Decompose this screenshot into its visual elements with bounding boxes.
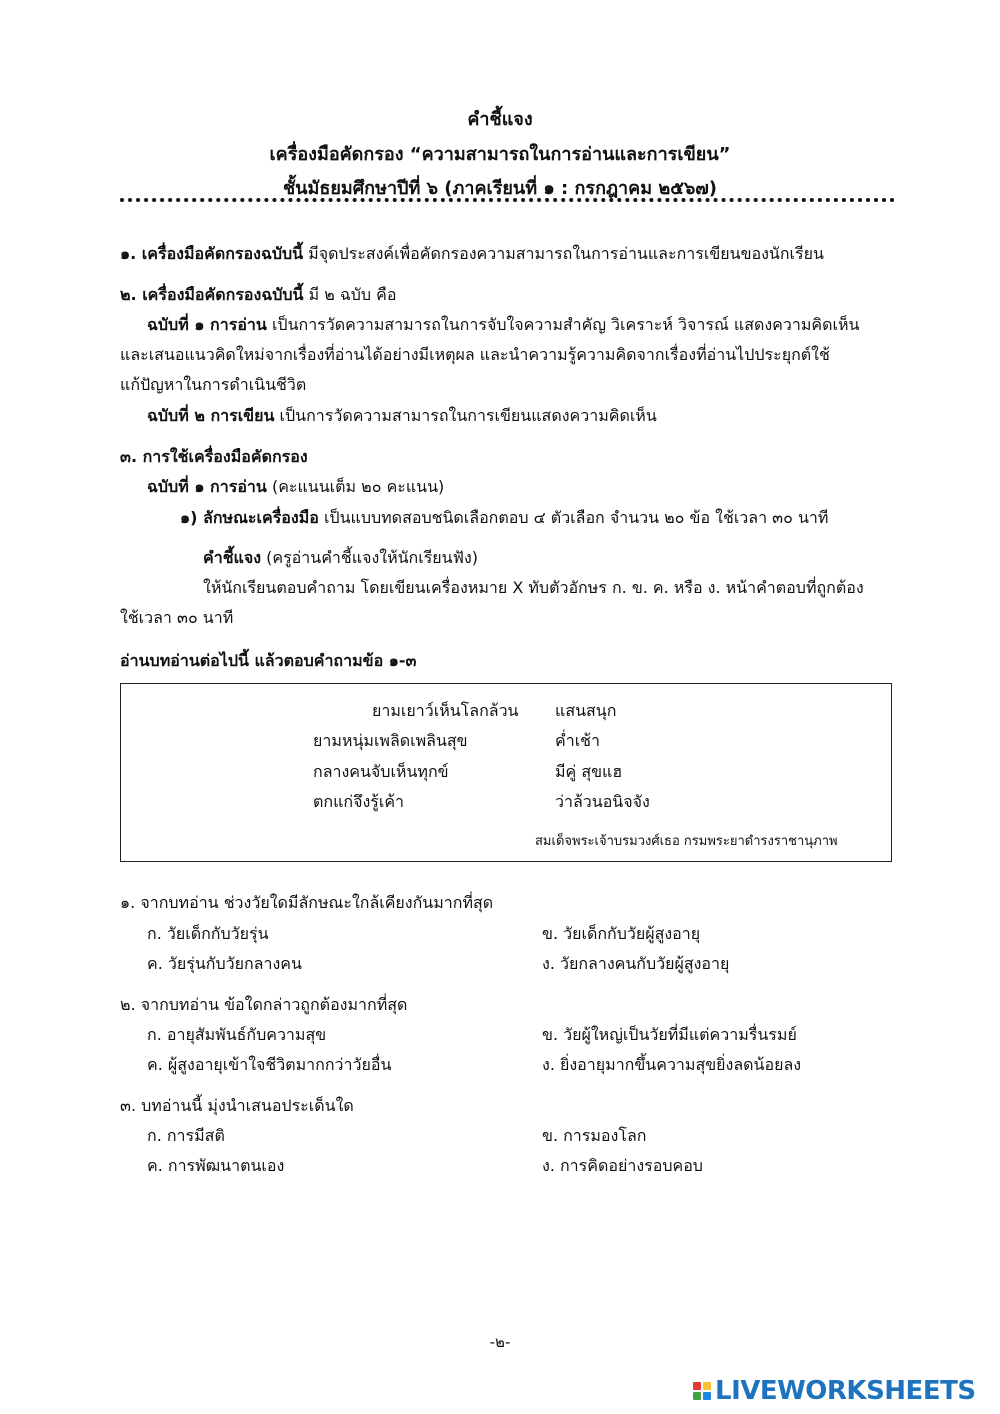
question-1-option-c[interactable]: ค. วัยรุ่นกับวัยกลางคน [147,954,302,973]
question-2-option-c[interactable]: ค. ผู้สูงอายุเข้าใจชีวิตมากกว่าวัยอื่น [147,1055,392,1074]
dotted-divider [120,198,895,202]
question-3-option-d[interactable]: ง. การคิดอย่างรอบคอบ [542,1156,703,1175]
poem-line-2-left: ยามหนุ่มเพลิดเพลินสุข [313,731,468,750]
instructions-note: (ครูอ่านคำชี้แจงให้นักเรียนฟัง) [261,548,478,567]
instructions-line-2: ใช้เวลา ๓๐ นาที [120,608,234,627]
poem-line-1-left: ยามเยาว์เห็นโลกล้วน [372,701,519,720]
tool-characteristics [180,506,828,531]
instructions [203,546,478,571]
question-3: ๓. บทอ่านนี้ มุ่งนำเสนอประเด็นใด [120,1096,354,1115]
question-2-option-b[interactable]: ข. วัยผู้ใหญ่เป็นวัยที่มีแต่ความรื่นรมย์ [542,1025,797,1044]
section-2 [120,283,396,308]
instructions-line-1: ให้นักเรียนตอบคำถาม โดยเขียนเครื่องหมาย X ทับตัวอักษร ก. ข. ค. หรือ ง. หน้าคำตอบที่ถูกต้อง [203,578,864,597]
logo-square-blue [703,1392,711,1400]
poem-line-1-right: แสนสนุก [555,701,617,720]
issue-2-text: เป็นการวัดความสามารถในการเขียนแสดงความคิดเห็น [274,406,657,425]
liveworksheets-logo[interactable] [693,1376,976,1406]
section-2-heading: ๒. เครื่องมือคัดกรองฉบับนี้ [120,285,304,304]
poem-author: สมเด็จพระเจ้าบรมวงศ์เธอ กรมพระยาดำรงราชานุภาพ [535,834,838,849]
tool-characteristics-text: เป็นแบบทดสอบชนิดเลือกตอบ ๔ ตัวเลือก จำนวน ๒๐ ข้อ ใช้เวลา ๓๐ นาที [318,508,829,527]
issue-1-line-2: และเสนอแนวคิดใหม่จากเรื่องที่อ่านได้อย่างมีเหตุผล และนำความรู้ความคิดจากเรื่องที่อ่านไปประยุกต์ใช้ [120,345,830,364]
question-1: ๑. จากบทอ่าน ช่วงวัยใดมีลักษณะใกล้เคียงกันมากที่สุด [120,893,494,912]
section-1 [120,242,824,267]
section-3-issue-1 [147,475,444,500]
page-title: คำชี้แจง [467,109,533,130]
reading-prompt: อ่านบทอ่านต่อไปนี้ แล้วตอบคำถามข้อ ๑-๓ [120,651,417,670]
issue-2-label: ฉบับที่ ๒ การเขียน [147,406,275,425]
section-1-heading: ๑. เครื่องมือคัดกรองฉบับนี้ [120,244,304,263]
logo-square-green [693,1392,701,1400]
page-number: -๒- [489,1333,511,1351]
question-2-option-d[interactable]: ง. ยิ่งอายุมากขึ้นความสุขยิ่งลดน้อยลง [542,1055,802,1074]
poem-line-3-right: มีคู่ สุขแฮ [555,762,623,781]
issue-1-line-1: เป็นการวัดความสามารถในการจับใจความสำคัญ วิเคราะห์ วิจารณ์ แสดงความคิดเห็น [266,315,860,334]
poem-line-4-left: ตกแก่จึงรู้เค้า [313,792,405,811]
question-1-option-b[interactable]: ข. วัยเด็กกับวัยผู้สูงอายุ [542,924,701,943]
logo-square-red [693,1382,701,1390]
logo-text: LIVEWORKSHEETS [715,1376,976,1406]
grade-line: ชั้นมัธยมศึกษาปีที่ ๖ (ภาคเรียนที่ ๑ : กรกฎาคม ๒๕๖๗) [282,178,718,199]
page-subtitle: เครื่องมือคัดกรอง “ความสามารถในการอ่านและการเขียน” [269,144,731,165]
logo-grid-icon [693,1382,711,1400]
issue-1-label: ฉบับที่ ๑ การอ่าน [147,315,267,334]
section-2-issue-2 [147,404,657,429]
question-3-option-b[interactable]: ข. การมองโลก [542,1126,647,1145]
question-2-option-a[interactable]: ก. อายุสัมพันธ์กับความสุข [147,1025,327,1044]
question-3-option-a[interactable]: ก. การมีสติ [147,1126,225,1145]
question-1-option-d[interactable]: ง. วัยกลางคนกับวัยผู้สูงอายุ [542,954,730,973]
logo-square-yellow [703,1382,711,1390]
section-1-text: มีจุดประสงค์เพื่อคัดกรองความสามารถในการอ่านและการเขียนของนักเรียน [303,244,824,263]
section-3-heading: ๓. การใช้เครื่องมือคัดกรอง [120,447,308,466]
section-2-text: มี ๒ ฉบับ คือ [303,285,397,304]
instructions-label: คำชี้แจง [203,548,262,567]
section-3-issue-1-label: ฉบับที่ ๑ การอ่าน [147,477,267,496]
tool-characteristics-label: ๑) ลักษณะเครื่องมือ [180,508,319,527]
section-3-issue-1-score: (คะแนนเต็ม ๒๐ คะแนน) [266,477,445,496]
poem-line-3-left: กลางคนจับเห็นทุกข์ [313,762,449,781]
poem-line-4-right: ว่าล้วนอนิจจัง [555,792,650,811]
question-3-option-c[interactable]: ค. การพัฒนาตนเอง [147,1156,285,1175]
poem-line-2-right: ค่ำเช้า [555,731,600,750]
question-1-option-a[interactable]: ก. วัยเด็กกับวัยรุ่น [147,924,269,943]
issue-1-line-3: แก้ปัญหาในการดำเนินชีวิต [120,375,307,394]
question-2: ๒. จากบทอ่าน ข้อใดกล่าวถูกต้องมากที่สุด [120,995,408,1014]
section-2-issue-1 [147,313,859,338]
